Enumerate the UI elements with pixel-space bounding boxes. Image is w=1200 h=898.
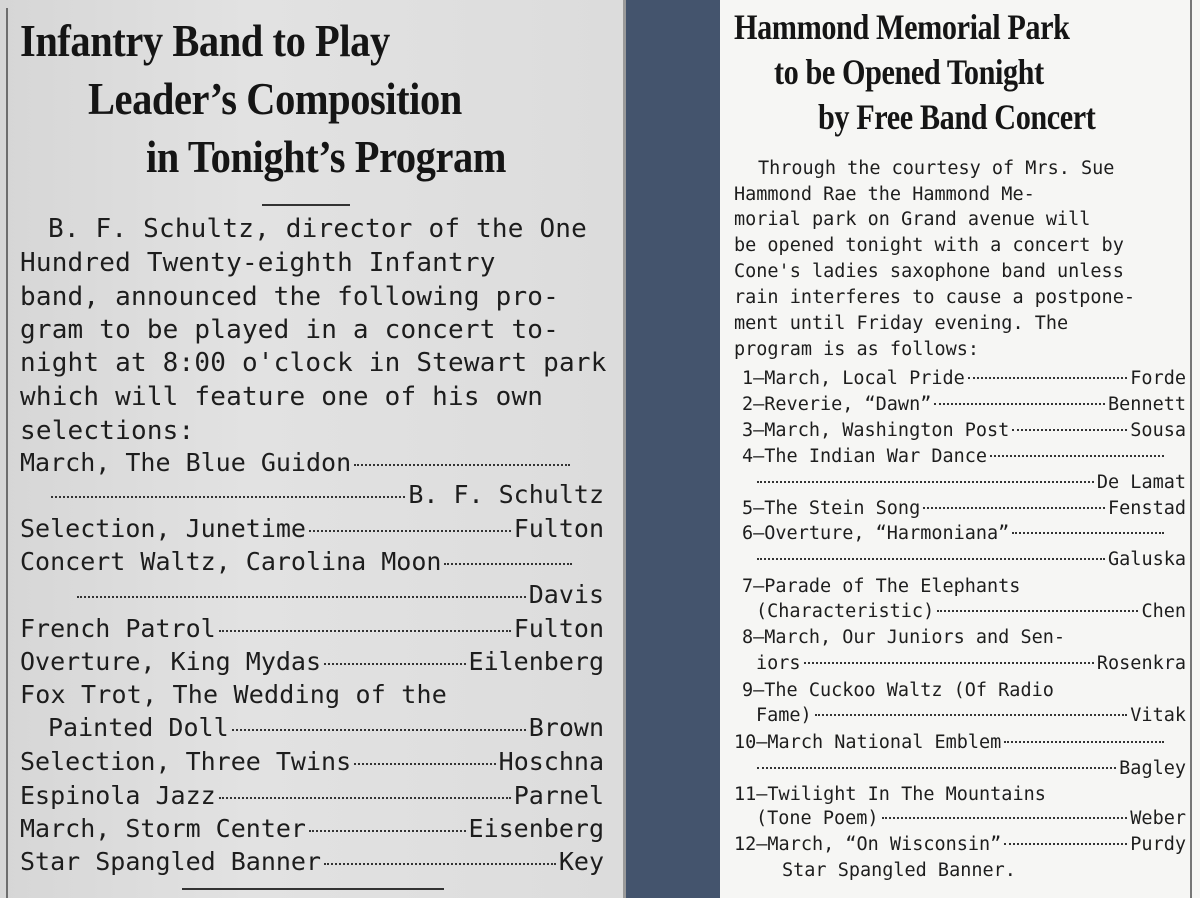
program-title: 12—March, “On Wisconsin” bbox=[734, 834, 1002, 855]
program-title: 2—Reverie, “Dawn” bbox=[742, 394, 932, 415]
program-title: 9—The Cuckoo Waltz (Of Radio bbox=[742, 680, 1054, 701]
program-composer: Rosenkra bbox=[1096, 653, 1186, 674]
intro-line: Hammond Rae the Hammond Me- bbox=[734, 184, 1035, 205]
intro-line: gram to be played in a concert to- bbox=[20, 315, 560, 345]
program-composer: Fulton bbox=[513, 514, 604, 543]
program-entry bbox=[742, 446, 1164, 467]
leader-dots bbox=[77, 596, 526, 598]
leader-dots bbox=[309, 830, 466, 832]
program-entry bbox=[734, 732, 1164, 753]
leader-dots bbox=[937, 610, 1138, 612]
program-composer: Brown bbox=[528, 713, 604, 742]
program-entry-continued bbox=[754, 758, 1186, 779]
leader-dots bbox=[51, 496, 405, 498]
headline-line-3: by Free Band Concert bbox=[818, 97, 1096, 137]
leader-dots bbox=[804, 662, 1094, 664]
program-composer: Davis bbox=[528, 580, 604, 609]
program-title: Overture, King Mydas bbox=[20, 647, 322, 676]
leader-dots bbox=[757, 767, 1116, 769]
program-composer: Purdy bbox=[1130, 834, 1186, 855]
program-title-continued: iors bbox=[756, 653, 801, 674]
headline-line-1: Hammond Memorial Park bbox=[734, 7, 1070, 47]
program-entry bbox=[742, 394, 1186, 415]
program-entry bbox=[742, 368, 1186, 389]
leader-dots bbox=[923, 507, 1105, 509]
program-entry bbox=[20, 747, 604, 776]
program-title: 10—March National Emblem bbox=[734, 732, 1002, 753]
program-title: Selection, Three Twins bbox=[20, 747, 352, 776]
program-composer: B. F. Schultz bbox=[408, 480, 604, 509]
program-title: Concert Waltz, Carolina Moon bbox=[20, 547, 442, 576]
program-composer: Fenstad bbox=[1108, 498, 1186, 519]
program-entry-continued bbox=[74, 580, 604, 609]
program-composer: Chen bbox=[1141, 601, 1186, 622]
program-entry bbox=[20, 647, 604, 676]
leader-dots bbox=[324, 663, 466, 665]
program-title: March, The Blue Guidon bbox=[20, 448, 352, 477]
intro-line: ment until Friday evening. The bbox=[734, 313, 1069, 334]
intro-line: band, announced the following pro- bbox=[20, 282, 560, 312]
program-entry bbox=[734, 834, 1186, 855]
leader-dots bbox=[1012, 429, 1127, 431]
program-title: Star Spangled Banner bbox=[20, 847, 322, 876]
leader-dots bbox=[324, 863, 556, 865]
leader-dots bbox=[1012, 532, 1164, 534]
headline-line-2: Leader’s Composition bbox=[88, 73, 462, 124]
program-composer: Galuska bbox=[1108, 549, 1186, 570]
program-title-continued: (Tone Poem) bbox=[756, 808, 879, 829]
program-title: March, Storm Center bbox=[20, 814, 306, 843]
leader-dots bbox=[354, 763, 496, 765]
program-entry bbox=[742, 523, 1164, 544]
program-title-continued: Painted Doll bbox=[48, 713, 229, 742]
program-entry bbox=[742, 498, 1186, 519]
program-composer: Weber bbox=[1130, 808, 1186, 829]
leader-dots bbox=[882, 817, 1128, 819]
program-entry bbox=[20, 448, 570, 477]
program-title: Selection, Junetime bbox=[20, 514, 306, 543]
leader-dots bbox=[219, 630, 511, 632]
program-title: 6—Overture, “Harmoniana” bbox=[742, 523, 1010, 544]
program-entry-continued bbox=[48, 480, 604, 509]
program-composer: Bennett bbox=[1108, 394, 1186, 415]
program-entry-continued bbox=[756, 705, 1186, 726]
column-rule bbox=[1190, 0, 1192, 898]
program-composer: Parnel bbox=[513, 781, 604, 810]
program-composer: Vitak bbox=[1130, 705, 1186, 726]
program-entry-continued bbox=[756, 601, 1186, 622]
leader-dots bbox=[968, 377, 1128, 379]
leader-dots bbox=[444, 563, 572, 565]
program-entry bbox=[20, 847, 604, 876]
intro-line: program is as follows: bbox=[734, 339, 980, 360]
program-composer: Eilenberg bbox=[468, 647, 604, 676]
headline-line-2: to be Opened Tonight bbox=[774, 52, 1044, 92]
program-composer: Hoschna bbox=[498, 747, 604, 776]
program-entry-continued bbox=[754, 549, 1186, 570]
leader-dots bbox=[219, 797, 511, 799]
intro-line: selections: bbox=[20, 416, 195, 446]
leader-dots bbox=[1004, 843, 1127, 845]
intro-line: Cone's ladies saxophone band unless bbox=[734, 261, 1124, 282]
program-composer: De Lamat bbox=[1096, 472, 1186, 493]
intro-line: night at 8:00 o'clock in Stewart park bbox=[20, 348, 607, 378]
program-entry bbox=[742, 420, 1186, 441]
leader-dots bbox=[757, 558, 1105, 560]
program-title: 5—The Stein Song bbox=[742, 498, 921, 519]
leader-dots bbox=[990, 455, 1164, 457]
program-entry-continued bbox=[756, 653, 1186, 674]
intro-line: morial park on Grand avenue will bbox=[734, 209, 1091, 230]
program-title: 4—The Indian War Dance bbox=[742, 446, 988, 467]
leader-dots bbox=[354, 464, 570, 466]
program-composer: Key bbox=[558, 847, 604, 876]
program-entry bbox=[20, 814, 604, 843]
program-title-continued: (Characteristic) bbox=[756, 601, 935, 622]
program-title: 8—March, Our Juniors and Sen- bbox=[742, 627, 1066, 648]
program-title: 3—March, Washington Post bbox=[742, 420, 1010, 441]
right-clipping bbox=[720, 0, 1200, 898]
program-entry bbox=[20, 781, 604, 810]
closing-rule bbox=[182, 888, 444, 890]
program-entry bbox=[20, 614, 604, 643]
leader-dots bbox=[815, 714, 1128, 716]
program-composer: Forde bbox=[1130, 368, 1186, 389]
program-title: 7—Parade of The Elephants bbox=[742, 576, 1021, 597]
program-composer: Eisenberg bbox=[468, 814, 604, 843]
program-entry-continued bbox=[48, 713, 604, 742]
program-title: Espinola Jazz bbox=[20, 781, 216, 810]
leader-dots bbox=[309, 530, 511, 532]
intro-line: rain interferes to cause a postpone- bbox=[734, 287, 1135, 308]
leader-dots bbox=[757, 481, 1094, 483]
program-entry-continued bbox=[754, 472, 1186, 493]
intro-line: be opened tonight with a concert by bbox=[734, 235, 1124, 256]
program-closing: Star Spangled Banner. bbox=[782, 860, 1016, 881]
headline-line-1: Infantry Band to Play bbox=[20, 15, 390, 66]
program-composer: Bagley bbox=[1119, 758, 1186, 779]
program-entry bbox=[20, 547, 572, 576]
headline-divider bbox=[262, 204, 350, 206]
leader-dots bbox=[1004, 741, 1164, 743]
program-composer: Fulton bbox=[513, 614, 604, 643]
leader-dots bbox=[232, 729, 526, 731]
program-title: Fox Trot, The Wedding of the bbox=[20, 680, 448, 709]
intro-line: which will feature one of his own bbox=[20, 382, 544, 412]
intro-line: B. F. Schultz, director of the One bbox=[48, 214, 588, 244]
program-entry bbox=[20, 514, 604, 543]
program-entry-continued bbox=[756, 808, 1186, 829]
program-title: 11—Twilight In The Mountains bbox=[734, 784, 1046, 805]
intro-line: Through the courtesy of Mrs. Sue bbox=[758, 158, 1115, 179]
program-title: 1—March, Local Pride bbox=[742, 368, 965, 389]
leader-dots bbox=[934, 403, 1105, 405]
column-rule bbox=[6, 8, 8, 898]
program-composer: Sousa bbox=[1130, 420, 1186, 441]
program-title-continued: Fame) bbox=[756, 705, 812, 726]
program-title: French Patrol bbox=[20, 614, 216, 643]
intro-line: Hundred Twenty-eighth Infantry bbox=[20, 248, 496, 278]
headline-line-3: in Tonight’s Program bbox=[146, 131, 507, 182]
